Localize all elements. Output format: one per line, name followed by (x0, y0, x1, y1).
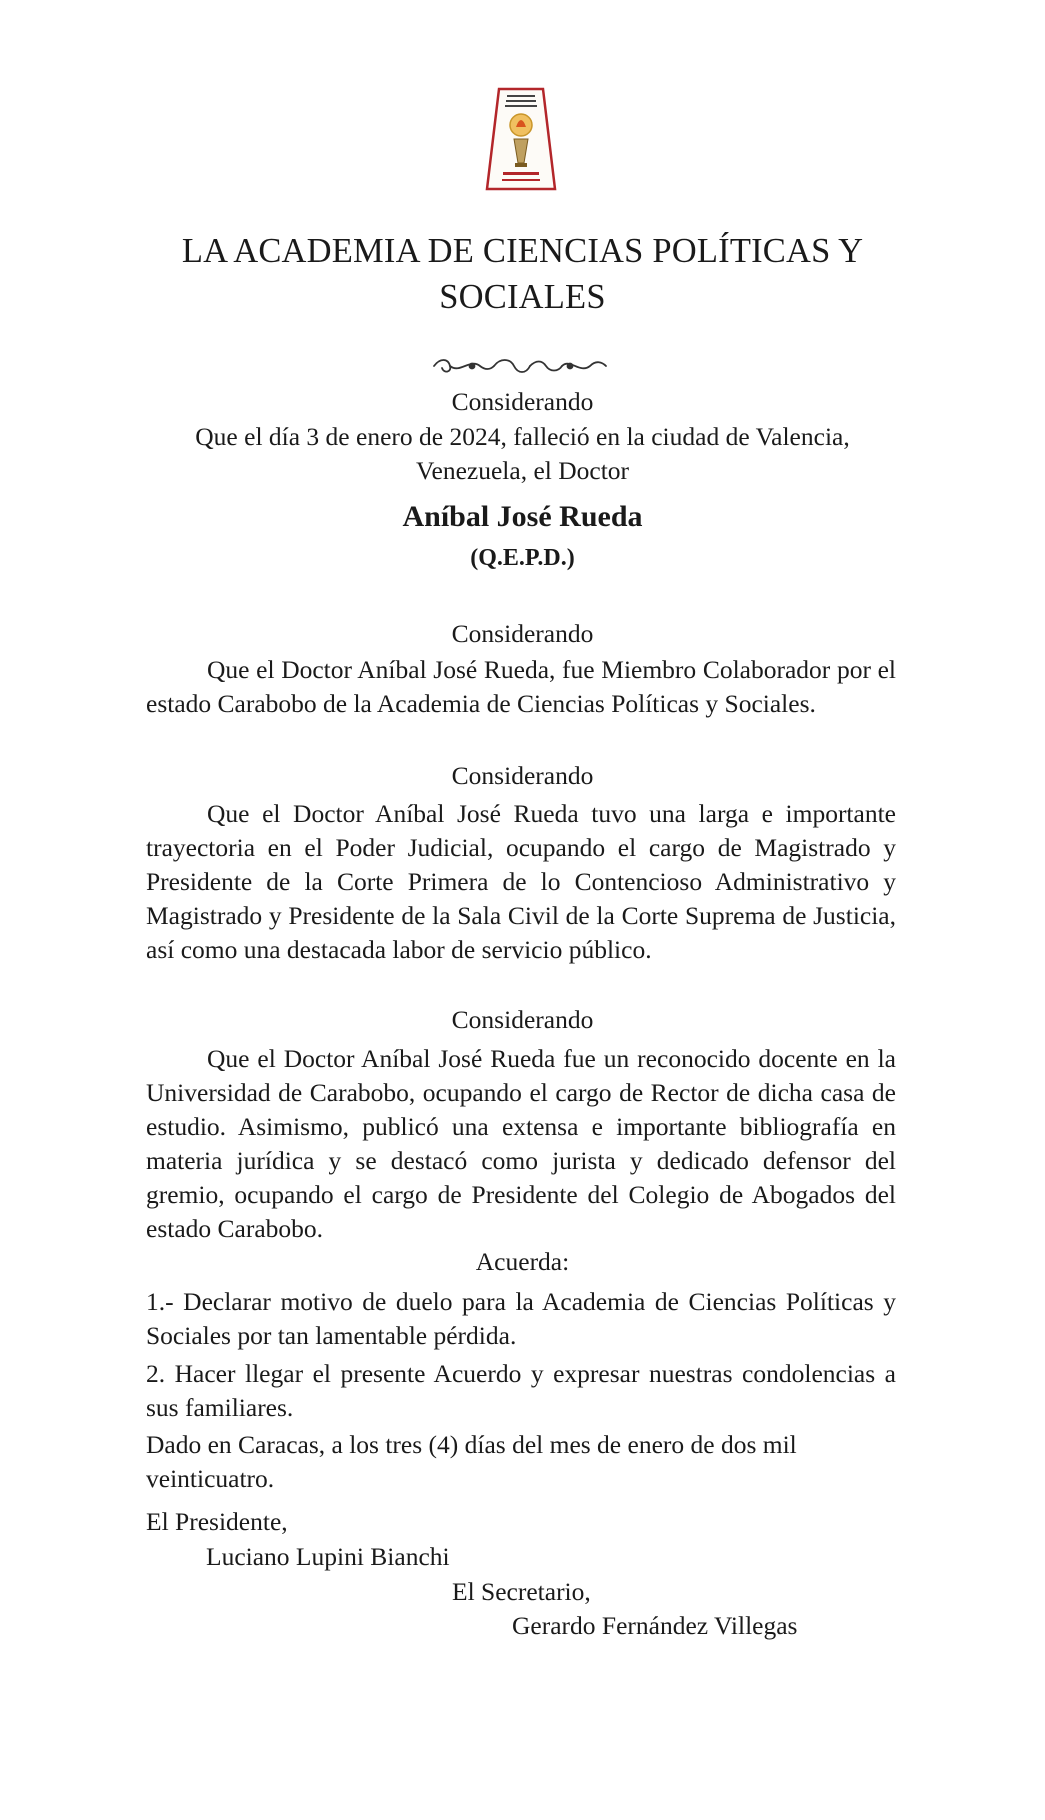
secretario-label: El Secretario, (452, 1577, 591, 1606)
considerando-heading: Considerando (451, 1005, 594, 1034)
presidente-name: Luciano Lupini Bianchi (206, 1542, 450, 1571)
document-title: LA ACADEMIA DE CIENCIAS POLÍTICAS Y SOCIALES (181, 232, 864, 316)
considerando-1-line2: Venezuela, el Doctor (415, 456, 630, 485)
dado-en-line: Dado en Caracas, a los tres (4) días del mes de enero de dos mil veinticuatro. (146, 1430, 797, 1493)
considerando-4-paragraph: Que el Doctor Aníbal José Rueda fue un reconocido docente en la Universidad de Carabobo, ocupando el cargo de Rector de dicha casa de estudio. Asimismo, publicó una extensa e importante bibliografía en materia jurídica y se destacó como jurista y dedicado defensor del gremio, ocupando el cargo de Presidente del Colegio de Abogados del estado Carabobo. (146, 1044, 896, 1243)
considerando-1-line1: Que el día 3 de enero de 2024, falleció en la ciudad de Valencia, (195, 422, 850, 451)
considerando-heading: Considerando (451, 387, 594, 416)
presidente-label: El Presidente, (146, 1507, 288, 1536)
deceased-name: Aníbal José Rueda (402, 500, 643, 533)
qepd-label: (Q.E.P.D.) (470, 545, 575, 571)
considerando-3-paragraph: Que el Doctor Aníbal José Rueda tuvo una larga e importante trayectoria en el Poder Judicial, ocupando el cargo de Magistrado y Presidente de la Corte Primera de lo Contencioso Administrativo y Magistrado y Presidente de la Sala Civil de la Corte Suprema de Justicia, así como una destacada labor de servicio público. (146, 799, 896, 964)
considerando-heading: Considerando (451, 619, 594, 648)
considerando-heading: Considerando (451, 761, 594, 790)
ornament-divider (430, 354, 610, 378)
academy-logo (485, 87, 557, 191)
acuerdo-item-2: 2. Hacer llegar el presente Acuerdo y expresar nuestras condolencias a sus familiares. (146, 1359, 896, 1422)
secretario-name: Gerardo Fernández Villegas (512, 1611, 798, 1640)
considerando-2-paragraph: Que el Doctor Aníbal José Rueda, fue Miembro Colaborador por el estado Carabobo de la Academia de Ciencias Políticas y Sociales. (146, 655, 896, 718)
acuerdo-item-1: 1.- Declarar motivo de duelo para la Academia de Ciencias Políticas y Sociales por tan lamentable pérdida. (146, 1287, 896, 1350)
acuerda-heading: Acuerda: (475, 1247, 570, 1276)
